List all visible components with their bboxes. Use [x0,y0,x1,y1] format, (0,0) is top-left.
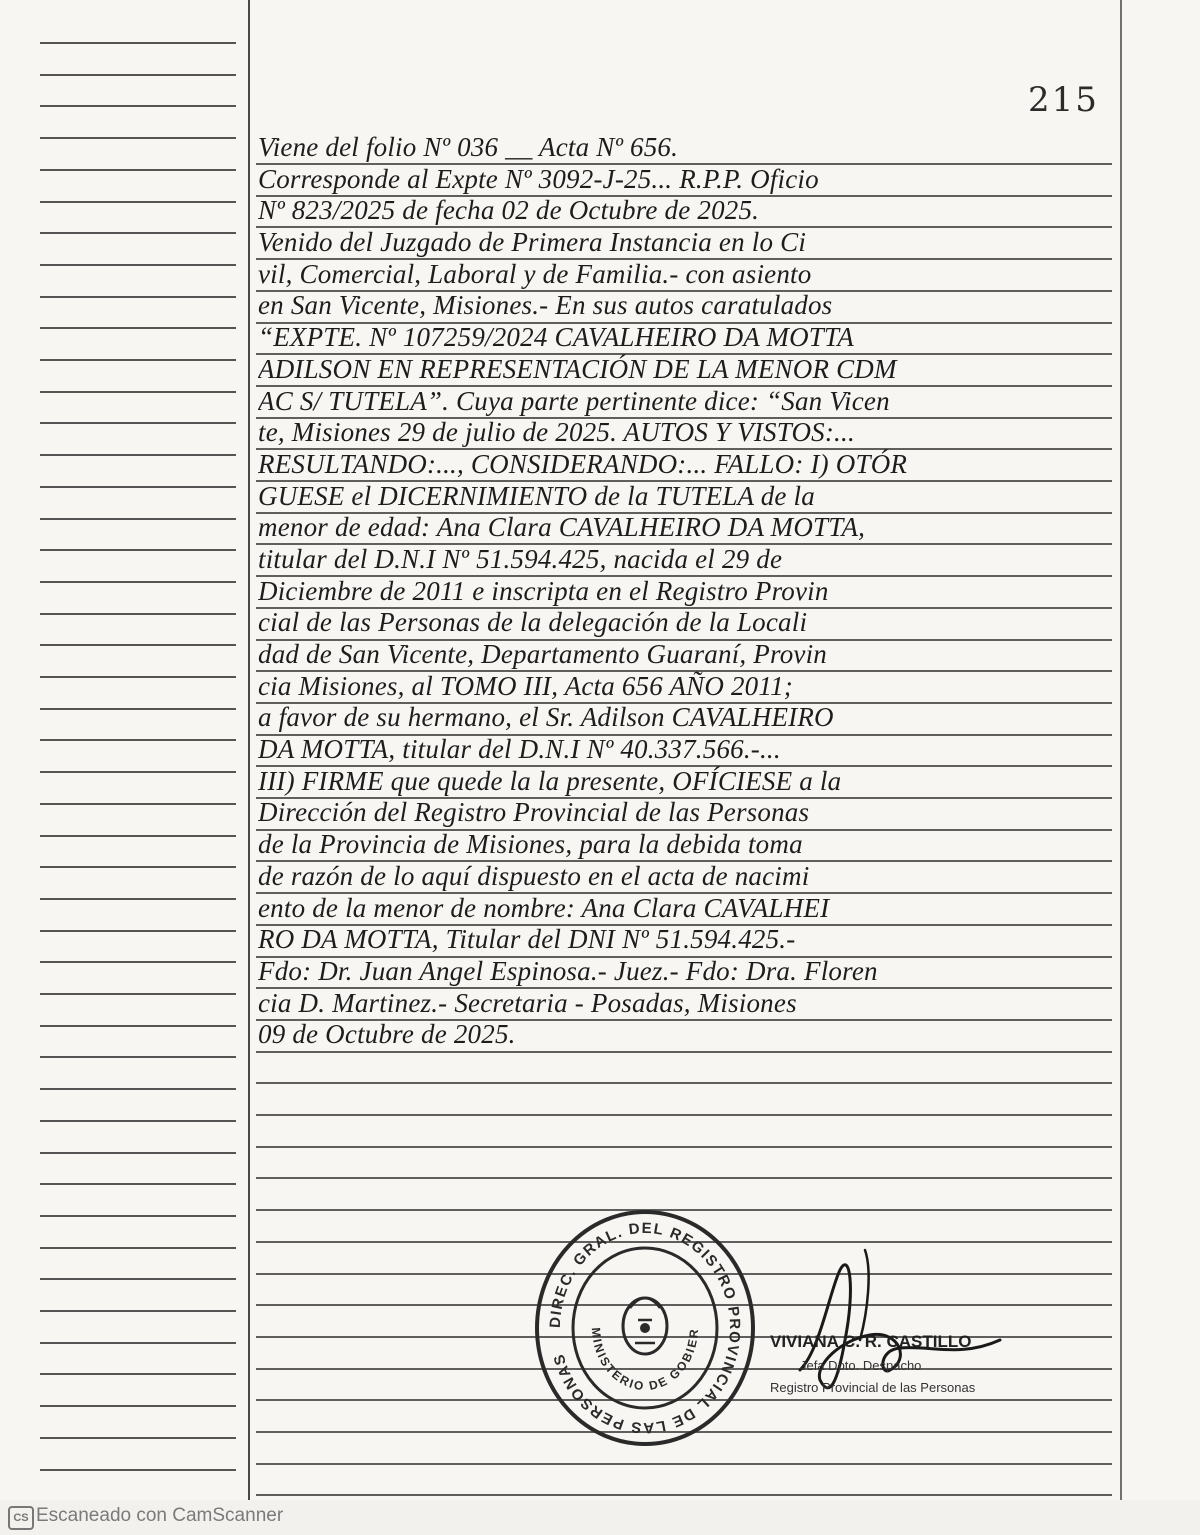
ruled-line [40,1247,236,1249]
folio-number: 215 [1028,80,1099,120]
text-line: Diciembre de 2011 e inscripta en el Registro Provin [258,575,829,606]
ruled-line [40,1405,236,1407]
text-line: 09 de Octubre de 2025. [258,1019,516,1050]
text-line: DA MOTTA, titular del D.N.I Nº 40.337.566.-... [258,734,781,765]
text-line: AC S/ TUTELA”. Cuya parte pertinente dice: “San Vicen [258,385,890,416]
ruled-line [40,676,236,678]
ruled-line [40,391,236,393]
ruled-line [40,1120,236,1122]
text-line: vil, Comercial, Laboral y de Familia.- con asiento [258,258,812,289]
ruled-line [40,105,236,107]
signatory-title: Jefa Dpto. Despacho [800,1358,922,1373]
ruled-line [40,169,236,171]
ruled-line [40,898,236,900]
ruled-line [40,549,236,551]
ruled-line [256,1082,1112,1084]
ruled-line [40,264,236,266]
ruled-line [40,232,236,234]
ruled-line [40,1278,236,1280]
ruled-line [40,581,236,583]
ruled-line [40,359,236,361]
ruled-line [40,1152,236,1154]
text-line: ADILSON EN REPRESENTACIÓN DE LA MENOR CDM [258,353,897,384]
text-line: cial de las Personas de la delegación de la Locali [258,607,808,638]
ruled-line [40,422,236,424]
signatory-name: VIVIANA C. R. CASTILLO [770,1332,972,1351]
text-line: titular del D.N.I Nº 51.594.425, nacida el 29 de [258,543,783,574]
margin-line [248,0,250,1500]
ruled-line [40,1469,236,1471]
ruled-line [256,1494,1112,1496]
text-line: GUESE el DICERNIMIENTO de la TUTELA de la [258,480,815,511]
ruled-line [40,739,236,741]
ruled-line [40,644,236,646]
text-line: Venido del Juzgado de Primera Instancia en lo Ci [258,227,807,258]
ruled-line [40,42,236,44]
ruled-line [40,961,236,963]
ruled-line [40,1342,236,1344]
ruled-line [40,771,236,773]
text-line: a favor de su hermano, el Sr. Adilson CAVALHEIRO [258,702,834,733]
coat-of-arms-icon [623,1298,667,1354]
text-line: Viene del folio Nº 036 __ Acta Nº 656. [258,132,679,162]
ruled-line [40,1215,236,1217]
official-stamp [530,1208,760,1452]
text-line: de razón de lo aquí dispuesto en el acta de nacimi [258,860,810,891]
ruled-line [40,518,236,520]
ruled-line [40,930,236,932]
ruled-line [40,835,236,837]
text-line: en San Vicente, Misiones.- En sus autos caratulados [258,290,833,321]
ruled-line [40,296,236,298]
ruled-line [40,486,236,488]
scanner-footer [0,1500,1200,1535]
ruled-line [256,1114,1112,1116]
text-line: III) FIRME que quede la la presente, OFÍCIESE a la [258,765,842,796]
scanner-watermark-text: Escaneado con CamScanner [36,1505,284,1526]
signature-block [760,1230,1020,1414]
ruled-line [40,1310,236,1312]
text-line: cia D. Martinez.- Secretaria - Posadas, Misiones [258,987,797,1018]
text-line: Dirección del Registro Provincial de las Personas [258,797,810,828]
ruled-line [40,803,236,805]
handwritten-text-block [258,132,1116,1051]
ruled-line [40,454,236,456]
ruled-line [40,1373,236,1375]
text-line: RO DA MOTTA, Titular del DNI Nº 51.594.425.- [258,924,796,955]
ruled-line [256,1463,1112,1465]
text-line: “EXPTE. Nº 107259/2024 CAVALHEIRO DA MOTTA [258,322,854,353]
ruled-line [256,1177,1112,1179]
text-line: menor de edad: Ana Clara CAVALHEIRO DA MOTTA, [258,512,866,543]
ruled-line [40,74,236,76]
stamp-outer-text: DIREC. GRAL. DEL REGISTRO PROVINCIAL DE LAS PERSONAS [546,1219,744,1437]
text-line: Corresponde al Expte Nº 3092-J-25... R.P.P. Oficio [258,163,819,194]
ruled-line [256,1146,1112,1148]
signatory-office: Registro Provincial de las Personas [770,1380,976,1395]
ruled-line [40,993,236,995]
text-line: Nº 823/2025 de fecha 02 de Octubre de 2025. [258,195,760,226]
page-edge-line [1120,0,1122,1500]
text-line: de la Provincia de Misiones, para la debida toma [258,829,803,860]
ruled-line [40,201,236,203]
ruled-line [40,708,236,710]
text-line: cia Misiones, al TOMO III, Acta 656 AÑO 2011; [258,670,793,701]
ruled-line [40,1025,236,1027]
text-line: RESULTANDO:..., CONSIDERANDO:... FALLO: I) OTÓR [258,448,908,479]
text-line: Fdo: Dr. Juan Angel Espinosa.- Juez.- Fdo: Dra. Floren [258,955,878,986]
text-line: te, Misiones 29 de julio de 2025. AUTOS Y VISTOS:... [258,417,855,448]
stamp-inner-text: MINISTERIO DE GOBIER [588,1326,702,1394]
ruled-line [40,613,236,615]
ruled-line [40,1183,236,1185]
camscanner-logo-icon: CS [8,1506,34,1530]
ruled-line [40,1088,236,1090]
ruled-line [40,327,236,329]
ruled-line [40,866,236,868]
text-line: ento de la menor de nombre: Ana Clara CAVALHEI [258,892,830,923]
ruled-line [40,137,236,139]
ruled-line [40,1056,236,1058]
ruled-line [40,1437,236,1439]
text-line: dad de San Vicente, Departamento Guaraní, Provin [258,639,827,669]
